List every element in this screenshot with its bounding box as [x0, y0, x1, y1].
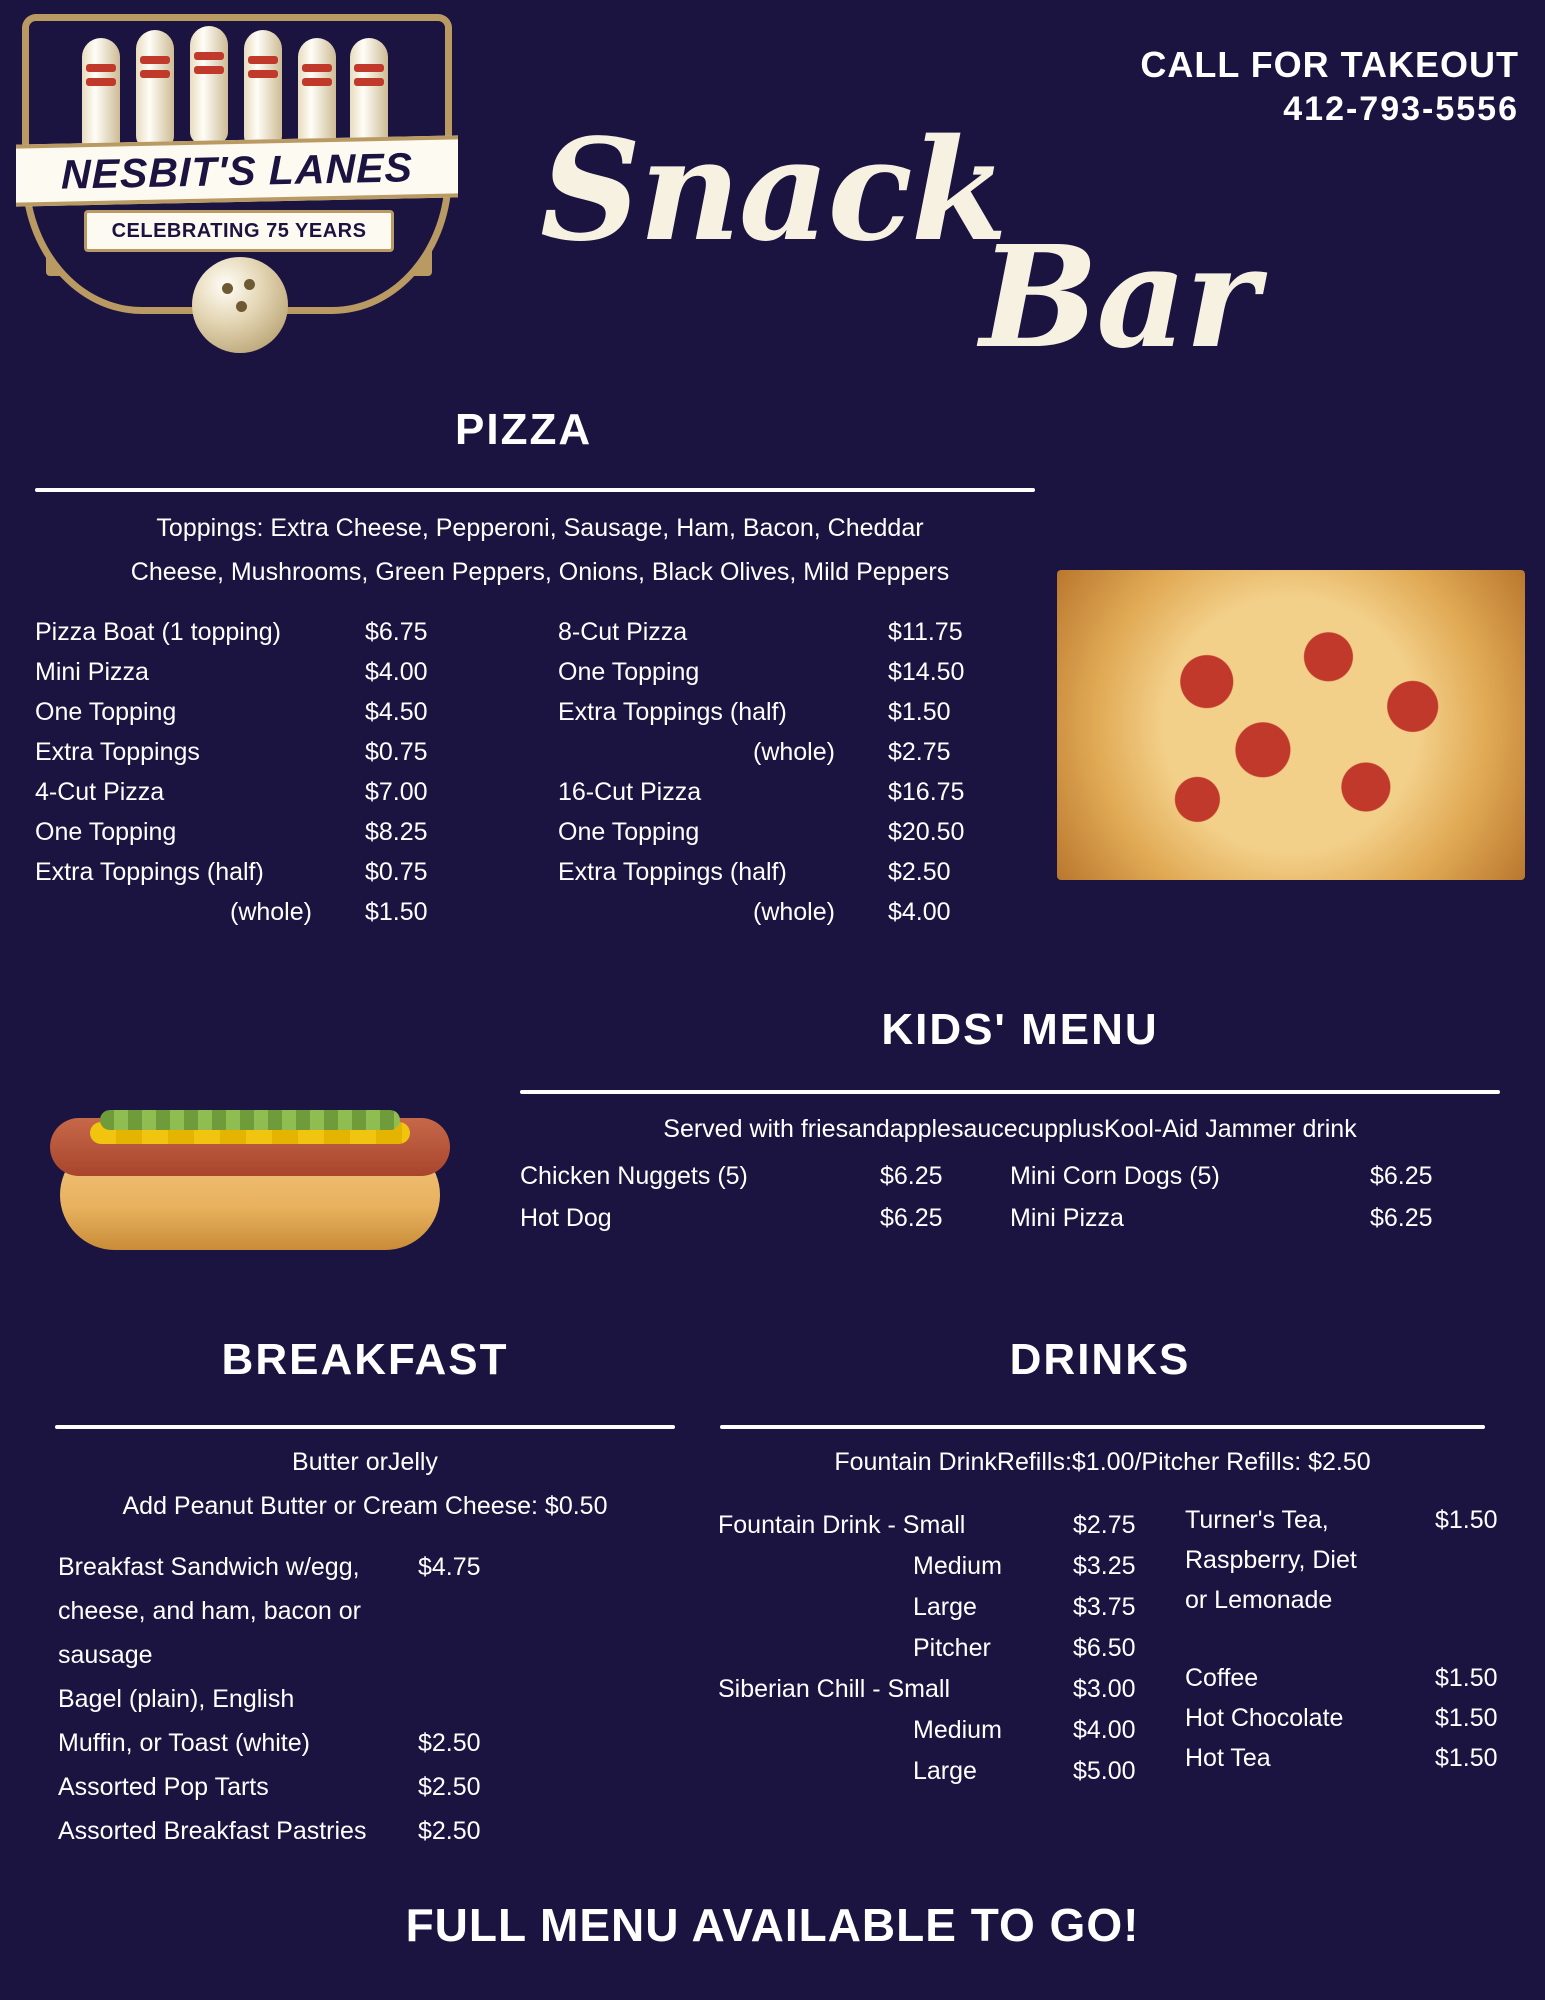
logo-name-band — [16, 135, 458, 206]
item-name: Hot Dog — [520, 1204, 612, 1232]
item-price: $6.75 — [365, 618, 428, 646]
drinks-row — [1185, 1658, 1515, 1698]
page-title — [540, 109, 1257, 380]
logo — [12, 6, 462, 376]
item-price — [1435, 1540, 1515, 1580]
item-price — [418, 1589, 538, 1633]
item-name: One Topping — [35, 698, 177, 726]
item-name: Turner's Tea, — [1185, 1506, 1329, 1534]
pizza-row — [35, 852, 475, 892]
breakfast-row — [58, 1721, 683, 1765]
item-price: $0.75 — [365, 738, 428, 766]
drinks-column-right — [1185, 1500, 1515, 1778]
kids-row — [520, 1197, 990, 1239]
item-name: sausage — [58, 1641, 153, 1669]
drinks-row — [1185, 1500, 1515, 1540]
pizza-price-column-left — [35, 612, 475, 932]
item-price: $0.75 — [365, 858, 428, 886]
item-name: Mini Corn Dogs (5) — [1010, 1162, 1220, 1190]
pizza-row — [35, 812, 475, 852]
breakfast-divider — [55, 1425, 675, 1429]
logo-shield — [22, 14, 452, 369]
page-title-word-1: Snack — [540, 109, 1006, 273]
item-price: $6.25 — [1370, 1204, 1433, 1232]
kids-column-right — [1010, 1155, 1480, 1239]
pizza-row — [558, 892, 1008, 932]
kids-note: Served with friesandapplesaucecupplusKool-Aid Jammer drink — [663, 1115, 1357, 1143]
item-price: $2.75 — [1073, 1511, 1136, 1539]
footer-banner: FULL MENU AVAILABLE TO GO! — [405, 1899, 1140, 1951]
drinks-row — [718, 1751, 1178, 1792]
item-name: (whole) — [753, 898, 835, 926]
item-name: Siberian Chill - Small — [718, 1675, 951, 1703]
item-name: Fountain Drink - Small — [718, 1511, 966, 1539]
pizza-photo — [1057, 570, 1525, 880]
breakfast-note-line-1: Butter orJelly — [292, 1448, 438, 1476]
item-name: cheese, and ham, bacon or — [58, 1597, 361, 1625]
item-price: $5.00 — [1073, 1757, 1136, 1785]
item-name: Mini Pizza — [35, 658, 149, 686]
pizza-row — [558, 852, 1008, 892]
kids-column-left — [520, 1155, 990, 1239]
item-price: $11.75 — [888, 618, 963, 646]
item-name: One Topping — [35, 818, 177, 846]
takeout-block — [1140, 44, 1519, 129]
breakfast-row — [58, 1677, 683, 1721]
item-price: $6.25 — [880, 1162, 943, 1190]
breakfast-row — [58, 1589, 683, 1633]
item-price: $2.50 — [418, 1773, 481, 1801]
takeout-label: CALL FOR TAKEOUT — [1140, 44, 1519, 85]
item-name: Muffin, or Toast (white) — [58, 1729, 310, 1757]
pizza-row — [35, 772, 475, 812]
item-price: $7.00 — [365, 778, 428, 806]
item-price: $4.00 — [1073, 1716, 1136, 1744]
breakfast-row — [58, 1633, 683, 1677]
item-name: (whole) — [753, 738, 835, 766]
drinks-column-left — [718, 1505, 1178, 1792]
item-name: Pizza Boat (1 topping) — [35, 618, 281, 646]
item-price: $1.50 — [888, 698, 951, 726]
drinks-row — [1185, 1738, 1515, 1778]
brand-name: NESBIT'S LANES — [61, 143, 413, 198]
item-price — [418, 1677, 538, 1721]
drinks-row — [718, 1669, 1178, 1710]
brand-anniversary: CELEBRATING 75 YEARS — [111, 219, 367, 242]
item-price: $2.50 — [888, 858, 951, 886]
drinks-row — [1185, 1698, 1515, 1738]
item-price: $6.25 — [1370, 1162, 1433, 1190]
item-name: Pitcher — [913, 1634, 991, 1662]
pizza-row — [35, 732, 475, 772]
item-name: One Topping — [558, 658, 700, 686]
bowling-pins-icon — [82, 26, 392, 156]
kids-divider — [520, 1090, 1500, 1094]
item-name: Medium — [913, 1552, 1002, 1580]
pizza-row — [558, 812, 1008, 852]
pizza-row — [35, 612, 475, 652]
pizza-divider — [35, 488, 1035, 492]
breakfast-list — [58, 1545, 683, 1853]
hot-dog-photo — [40, 1060, 460, 1290]
drinks-note: Fountain DrinkRefills:$1.00/Pitcher Refills: $2.50 — [834, 1448, 1371, 1476]
item-price: $4.50 — [365, 698, 428, 726]
item-price: $4.00 — [888, 898, 951, 926]
item-price: $3.25 — [1073, 1552, 1136, 1580]
item-name: 4-Cut Pizza — [35, 778, 165, 806]
pizza-row — [558, 612, 1008, 652]
item-price: $4.00 — [365, 658, 428, 686]
breakfast-row — [58, 1765, 683, 1809]
item-name: Mini Pizza — [1010, 1204, 1124, 1232]
drinks-row — [718, 1710, 1178, 1751]
item-price: $4.75 — [418, 1553, 481, 1581]
item-price: $8.25 — [365, 818, 428, 846]
item-price: $1.50 — [1435, 1664, 1498, 1692]
pizza-toppings-note — [35, 506, 1045, 594]
breakfast-row — [58, 1545, 683, 1589]
item-price — [418, 1633, 538, 1677]
pizza-row — [558, 772, 1008, 812]
breakfast-row — [58, 1809, 683, 1853]
kids-row — [1010, 1155, 1480, 1197]
item-name: Coffee — [1185, 1664, 1259, 1692]
breakfast-section-heading: BREAKFAST — [221, 1335, 509, 1384]
kids-row — [520, 1155, 990, 1197]
drinks-row — [718, 1587, 1178, 1628]
item-price: $20.50 — [888, 818, 965, 846]
pizza-row — [558, 732, 1008, 772]
item-name: Chicken Nuggets (5) — [520, 1162, 748, 1190]
item-name: (whole) — [230, 898, 312, 926]
logo-anniversary-band — [84, 210, 394, 252]
item-name: Large — [913, 1593, 977, 1621]
item-name: 8-Cut Pizza — [558, 618, 688, 646]
pizza-row — [35, 892, 475, 932]
item-price: $2.50 — [418, 1729, 481, 1757]
item-name: Breakfast Sandwich w/egg, — [58, 1553, 360, 1581]
item-name: Hot Tea — [1185, 1744, 1271, 1772]
breakfast-note — [55, 1440, 675, 1528]
pizza-row — [35, 652, 475, 692]
item-price: $6.50 — [1073, 1634, 1136, 1662]
takeout-phone: 412-793-5556 — [1283, 90, 1519, 128]
kids-row — [1010, 1197, 1480, 1239]
pizza-toppings-line-1: Toppings: Extra Cheese, Pepperoni, Sausage, Ham, Bacon, Cheddar — [156, 514, 924, 542]
pizza-price-column-right — [558, 612, 1008, 932]
item-price: $2.75 — [888, 738, 951, 766]
item-name: Assorted Breakfast Pastries — [58, 1817, 367, 1845]
spacer — [1185, 1620, 1515, 1658]
drinks-row — [718, 1628, 1178, 1669]
page-title-word-2: Bar — [980, 216, 1257, 380]
item-name: Extra Toppings (half) — [558, 858, 787, 886]
item-name: Extra Toppings (half) — [558, 698, 787, 726]
item-name: Extra Toppings (half) — [35, 858, 264, 886]
item-name: Medium — [913, 1716, 1002, 1744]
item-price — [1435, 1580, 1515, 1620]
pizza-section-heading: PIZZA — [455, 405, 593, 454]
item-name: Raspberry, Diet — [1185, 1546, 1357, 1574]
item-name: Large — [913, 1757, 977, 1785]
pizza-row — [558, 652, 1008, 692]
item-price: $14.50 — [888, 658, 965, 686]
drinks-divider — [720, 1425, 1485, 1429]
drinks-row — [718, 1505, 1178, 1546]
bowling-ball-icon — [192, 257, 288, 353]
breakfast-note-line-2: Add Peanut Butter or Cream Cheese: $0.50 — [122, 1492, 608, 1520]
item-price: $1.50 — [1435, 1744, 1498, 1772]
item-price: $3.00 — [1073, 1675, 1136, 1703]
pizza-toppings-line-2: Cheese, Mushrooms, Green Peppers, Onions, Black Olives, Mild Peppers — [130, 558, 950, 586]
pizza-row — [35, 692, 475, 732]
item-name: One Topping — [558, 818, 700, 846]
item-price: $1.50 — [365, 898, 428, 926]
item-name: or Lemonade — [1185, 1586, 1333, 1614]
item-price: $1.50 — [1435, 1506, 1498, 1534]
item-price: $3.75 — [1073, 1593, 1136, 1621]
item-price: $2.50 — [418, 1817, 481, 1845]
item-name: Hot Chocolate — [1185, 1704, 1344, 1732]
item-name: 16-Cut Pizza — [558, 778, 702, 806]
item-price: $6.25 — [880, 1204, 943, 1232]
pizza-row — [558, 692, 1008, 732]
drinks-row — [718, 1546, 1178, 1587]
item-price: $1.50 — [1435, 1704, 1498, 1732]
item-price: $16.75 — [888, 778, 965, 806]
drinks-section-heading: DRINKS — [1009, 1335, 1191, 1384]
item-name: Assorted Pop Tarts — [58, 1773, 269, 1801]
drinks-row — [1185, 1540, 1515, 1580]
kids-section-heading: KIDS' MENU — [881, 1005, 1159, 1054]
item-name: Extra Toppings — [35, 738, 200, 766]
drinks-row — [1185, 1580, 1515, 1620]
item-name: Bagel (plain), English — [58, 1685, 295, 1713]
